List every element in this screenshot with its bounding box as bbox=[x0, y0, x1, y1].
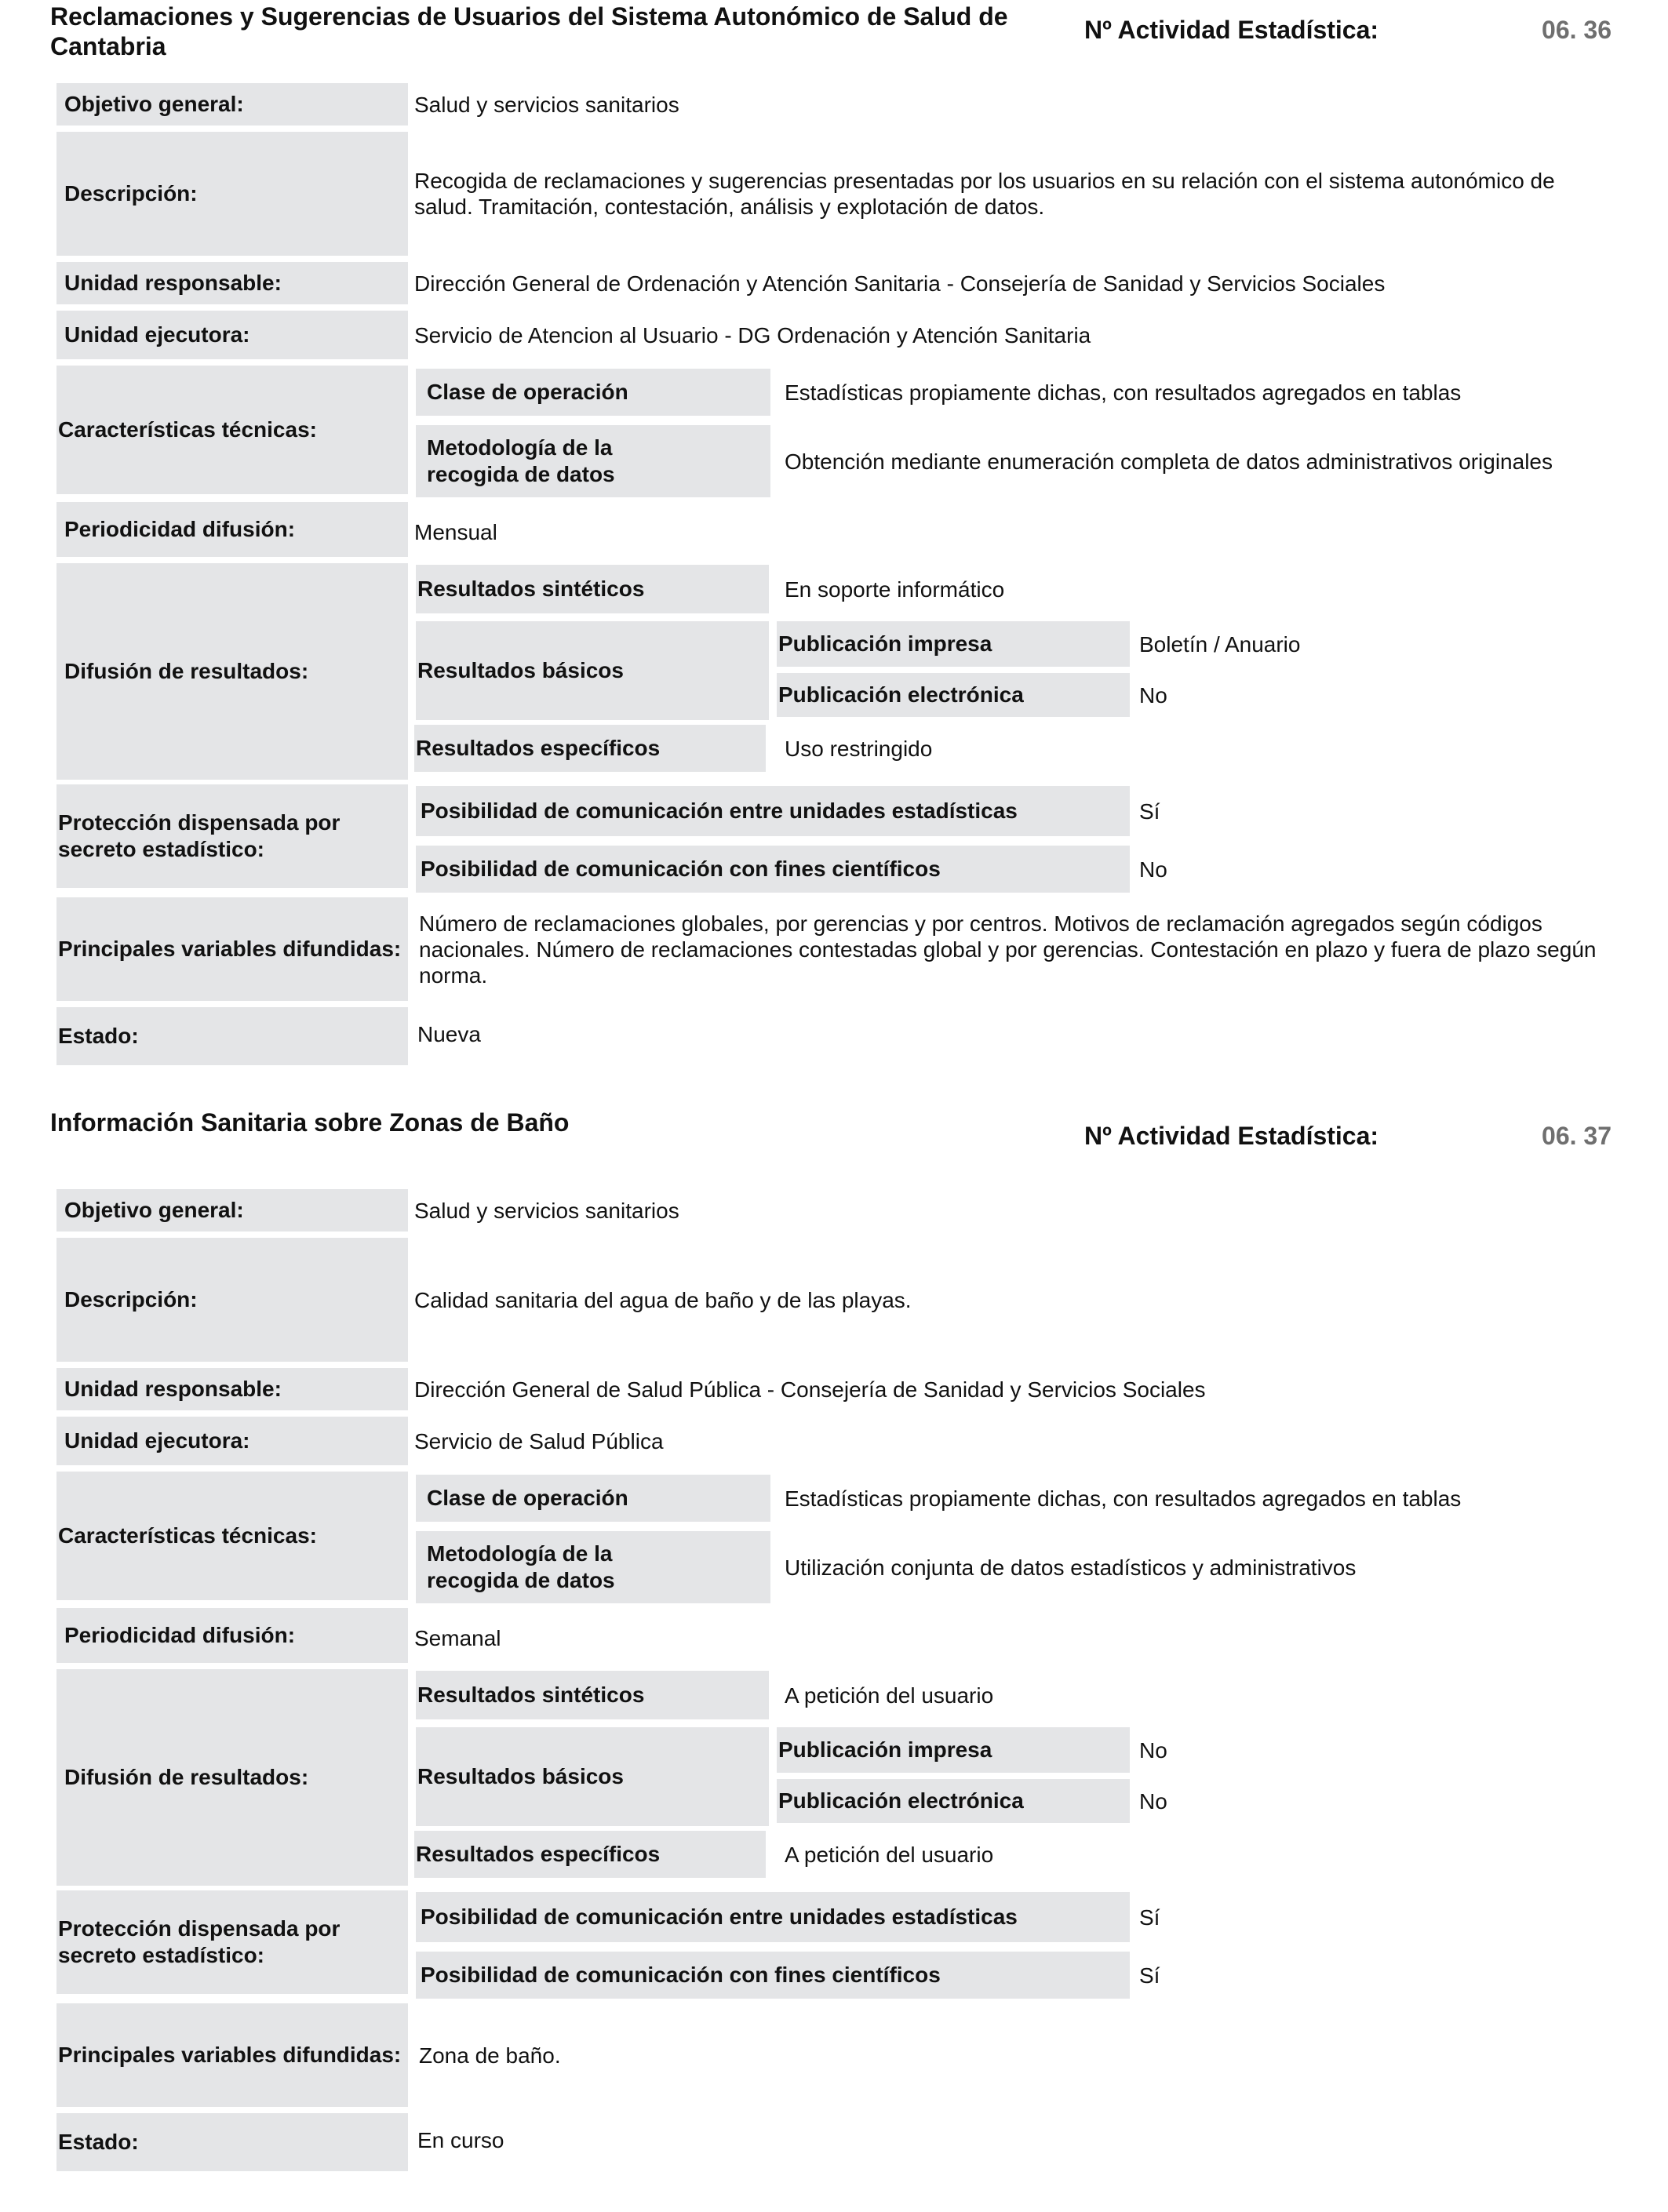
clase-operacion-value: Estadísticas propiamente dichas, con resultados agregados en tablas bbox=[785, 380, 1462, 405]
estado-label: Estado: bbox=[56, 1007, 408, 1065]
com-unidades-value: Sí bbox=[1139, 799, 1160, 824]
variables-label: Principales variables difundidas: bbox=[56, 897, 408, 1001]
especificos-label: Resultados específicos bbox=[414, 725, 766, 772]
unidad-responsable-value: Dirección General de Salud Pública - Consejería de Sanidad y Servicios Sociales bbox=[414, 1377, 1206, 1402]
proteccion-label: Protección dispensada por secreto estadístico: bbox=[56, 1890, 408, 1994]
activity-number: 06. 36 bbox=[1542, 16, 1612, 44]
activity-title: Reclamaciones y Sugerencias de Usuarios del Sistema Autonómico de Salud de Cantabria bbox=[50, 2, 1008, 60]
sinteticos-value: En soporte informático bbox=[785, 577, 1005, 602]
pub-impresa-value: Boletín / Anuario bbox=[1139, 631, 1301, 657]
estado-value: Nueva bbox=[417, 1021, 481, 1046]
objetivo-value: Salud y servicios sanitarios bbox=[414, 1198, 679, 1223]
metodologia-value: Utilización conjunta de datos estadísticos y administrativos bbox=[785, 1555, 1357, 1580]
basicos-label: Resultados básicos bbox=[416, 621, 769, 720]
caracteristicas-label: Características técnicas: bbox=[56, 1472, 408, 1600]
descripcion-label: Descripción: bbox=[56, 132, 408, 256]
pub-impresa-value: No bbox=[1139, 1737, 1167, 1763]
basicos-label: Resultados básicos bbox=[416, 1727, 769, 1826]
metodologia-value: Obtención mediante enumeración completa de datos administrativos originales bbox=[785, 449, 1553, 474]
com-cientificos-label: Posibilidad de comunicación con fines científicos bbox=[416, 1952, 1130, 1999]
especificos-value: Uso restringido bbox=[785, 736, 933, 761]
pub-electronica-label: Publicación electrónica bbox=[777, 1779, 1130, 1823]
clase-operacion-label: Clase de operación bbox=[416, 1475, 770, 1522]
sinteticos-label: Resultados sintéticos bbox=[416, 565, 769, 613]
periodicidad-value: Mensual bbox=[414, 519, 497, 544]
clase-operacion-value: Estadísticas propiamente dichas, con resultados agregados en tablas bbox=[785, 1486, 1462, 1511]
activity-title: Información Sanitaria sobre Zonas de Baño bbox=[50, 1108, 570, 1137]
objetivo-label: Objetivo general: bbox=[56, 1189, 408, 1232]
activity-number-label: Nº Actividad Estadística: bbox=[1084, 16, 1379, 44]
descripcion-value: Calidad sanitaria del agua de baño y de las playas. bbox=[414, 1287, 912, 1312]
activity-number-label: Nº Actividad Estadística: bbox=[1084, 1122, 1379, 1150]
periodicidad-value: Semanal bbox=[414, 1625, 501, 1650]
variables-value: Número de reclamaciones globales, por gerencias y por centros. Motivos de reclamación agregados según códigos nacionales. Número de reclamaciones contestadas global y por gerencias. Contestación en plazo y fuera de plazo según norma. bbox=[419, 911, 1597, 988]
sinteticos-label: Resultados sintéticos bbox=[416, 1671, 769, 1719]
com-cientificos-label: Posibilidad de comunicación con fines científicos bbox=[416, 846, 1130, 893]
objetivo-value: Salud y servicios sanitarios bbox=[414, 92, 679, 117]
estado-label: Estado: bbox=[56, 2113, 408, 2171]
com-cientificos-value: No bbox=[1139, 857, 1167, 882]
com-cientificos-value: Sí bbox=[1139, 1963, 1160, 1988]
unidad-responsable-value: Dirección General de Ordenación y Atención Sanitaria - Consejería de Sanidad y Servicios Sociales bbox=[414, 271, 1386, 296]
periodicidad-label: Periodicidad difusión: bbox=[56, 1608, 408, 1663]
descripcion-label: Descripción: bbox=[56, 1238, 408, 1362]
metodologia-label: Metodología de la recogida de datos bbox=[416, 425, 770, 497]
estado-value: En curso bbox=[417, 2127, 504, 2152]
com-unidades-label: Posibilidad de comunicación entre unidades estadísticas bbox=[416, 786, 1130, 836]
com-unidades-value: Sí bbox=[1139, 1905, 1160, 1930]
activity-section bbox=[0, 1106, 1668, 2212]
pub-electronica-value: No bbox=[1139, 682, 1167, 708]
pub-electronica-label: Publicación electrónica bbox=[777, 673, 1130, 717]
variables-label: Principales variables difundidas: bbox=[56, 2003, 408, 2107]
objetivo-label: Objetivo general: bbox=[56, 83, 408, 126]
sinteticos-value: A petición del usuario bbox=[785, 1683, 994, 1708]
pub-impresa-label: Publicación impresa bbox=[777, 621, 1130, 667]
periodicidad-label: Periodicidad difusión: bbox=[56, 502, 408, 557]
unidad-ejecutora-value: Servicio de Salud Pública bbox=[414, 1428, 664, 1453]
unidad-ejecutora-label: Unidad ejecutora: bbox=[56, 1417, 408, 1465]
difusion-label: Difusión de resultados: bbox=[56, 1669, 408, 1886]
proteccion-label: Protección dispensada por secreto estadístico: bbox=[56, 784, 408, 888]
descripcion-value: Recogida de reclamaciones y sugerencias presentadas por los usuarios en su relación con el sistema autonómico de salud. Tramitación, contestación, análisis y explotación de datos. bbox=[414, 169, 1555, 219]
variables-value: Zona de baño. bbox=[419, 2043, 561, 2068]
especificos-label: Resultados específicos bbox=[414, 1831, 766, 1878]
unidad-responsable-label: Unidad responsable: bbox=[56, 262, 408, 304]
activity-number: 06. 37 bbox=[1542, 1122, 1612, 1150]
unidad-ejecutora-label: Unidad ejecutora: bbox=[56, 311, 408, 359]
com-unidades-label: Posibilidad de comunicación entre unidades estadísticas bbox=[416, 1892, 1130, 1942]
caracteristicas-label: Características técnicas: bbox=[56, 366, 408, 494]
pub-electronica-value: No bbox=[1139, 1788, 1167, 1814]
metodologia-label: Metodología de la recogida de datos bbox=[416, 1531, 770, 1603]
especificos-value: A petición del usuario bbox=[785, 1842, 994, 1867]
clase-operacion-label: Clase de operación bbox=[416, 369, 770, 416]
unidad-ejecutora-value: Servicio de Atencion al Usuario - DG Ordenación y Atención Sanitaria bbox=[414, 322, 1091, 347]
difusion-label: Difusión de resultados: bbox=[56, 563, 408, 780]
pub-impresa-label: Publicación impresa bbox=[777, 1727, 1130, 1773]
unidad-responsable-label: Unidad responsable: bbox=[56, 1368, 408, 1410]
